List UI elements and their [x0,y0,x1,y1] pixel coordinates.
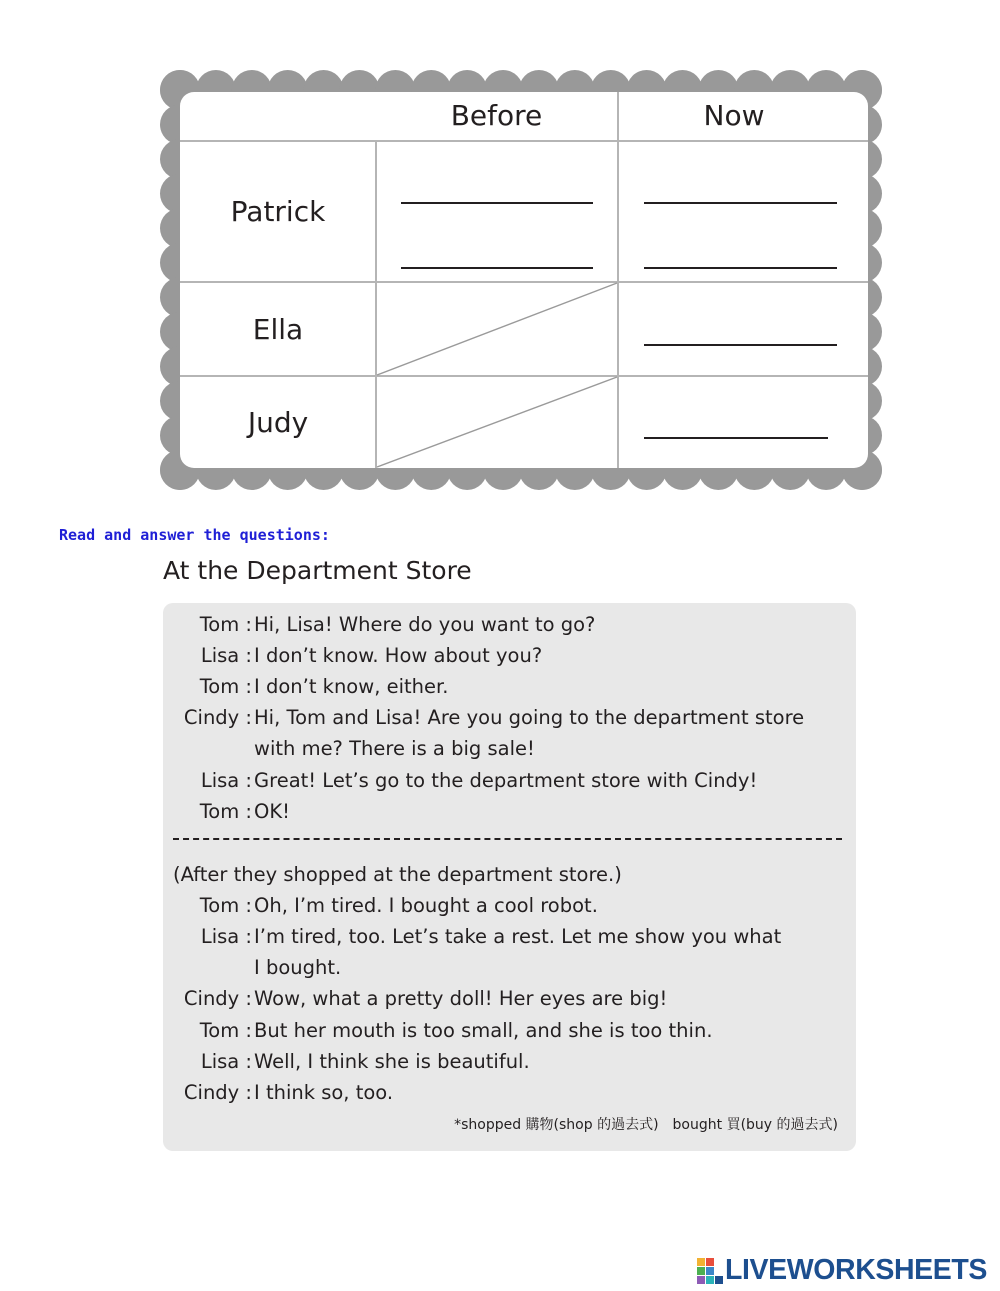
footnote: *shopped 購物(shop 的過去式) bought 買(buy 的過去式) [454,1117,838,1133]
speaker-name: Tom : [199,799,252,823]
section-divider [173,838,842,840]
row-name-patrick: Patrick [230,195,326,228]
speaker-name: Lisa : [200,768,252,792]
patrick-now-answer-2[interactable] [644,267,837,269]
dialogue-text: Oh, I’m tired. I bought a cool robot. [254,894,598,918]
speaker-name: Cindy : [183,706,252,730]
dialogue-text: But her mouth is too small, and she is too thin. [254,1018,713,1042]
grid-line [180,140,868,142]
grid-line [180,281,868,283]
speaker-name: Lisa : [200,925,252,949]
speaker-name: Lisa : [200,644,252,668]
dialogue-text: Wow, what a pretty doll! Her eyes are big! [254,987,668,1011]
judy-now-answer[interactable] [644,437,828,439]
brand-name: LIVEWORKSHEETS [725,1254,988,1286]
instruction-text: Read and answer the questions: [59,526,330,544]
speaker-name: Tom : [199,1018,252,1042]
dialogue-text: Great! Let’s go to the department store with Cindy! [254,768,758,792]
header-before: Before [450,99,543,132]
dialogue-text: Well, I think she is beautiful. [254,1049,530,1073]
narration-text: (After they shopped at the department store.) [173,863,622,886]
dialogue-text: I’m tired, too. Let’s take a rest. Let me show you what [254,925,782,949]
ella-now-answer[interactable] [644,344,837,346]
dialogue-text: Hi, Lisa! Where do you want to go? [254,613,596,636]
row-name-judy: Judy [247,406,309,439]
dialogue-text: I don’t know, either. [254,675,449,699]
speaker-name: Tom : [199,894,252,918]
header-now: Now [703,99,765,132]
dialogue-text: I don’t know. How about you? [254,644,543,668]
patrick-now-answer-1[interactable] [644,202,837,204]
dialogue-text: I think so, too. [254,1080,394,1104]
dialogue-text: with me? There is a big sale! [254,737,535,761]
speaker-name: Tom : [199,613,252,636]
patrick-before-answer-1[interactable] [401,202,593,204]
speaker-name: Lisa : [200,1049,252,1073]
patrick-before-answer-2[interactable] [401,267,593,269]
dialogue-text: OK! [254,799,290,823]
grid-line [617,92,619,468]
speaker-name: Cindy : [183,1080,252,1104]
row-name-ella: Ella [252,313,304,346]
speaker-name: Cindy : [183,987,252,1011]
story-title: At the Department Store [163,556,472,585]
logo-icon [697,1258,723,1284]
grid-line [180,375,868,377]
speaker-name: Tom : [199,675,252,699]
dialogue-text: Hi, Tom and Lisa! Are you going to the department store [254,706,805,730]
dialogue-text: I bought. [254,956,342,980]
